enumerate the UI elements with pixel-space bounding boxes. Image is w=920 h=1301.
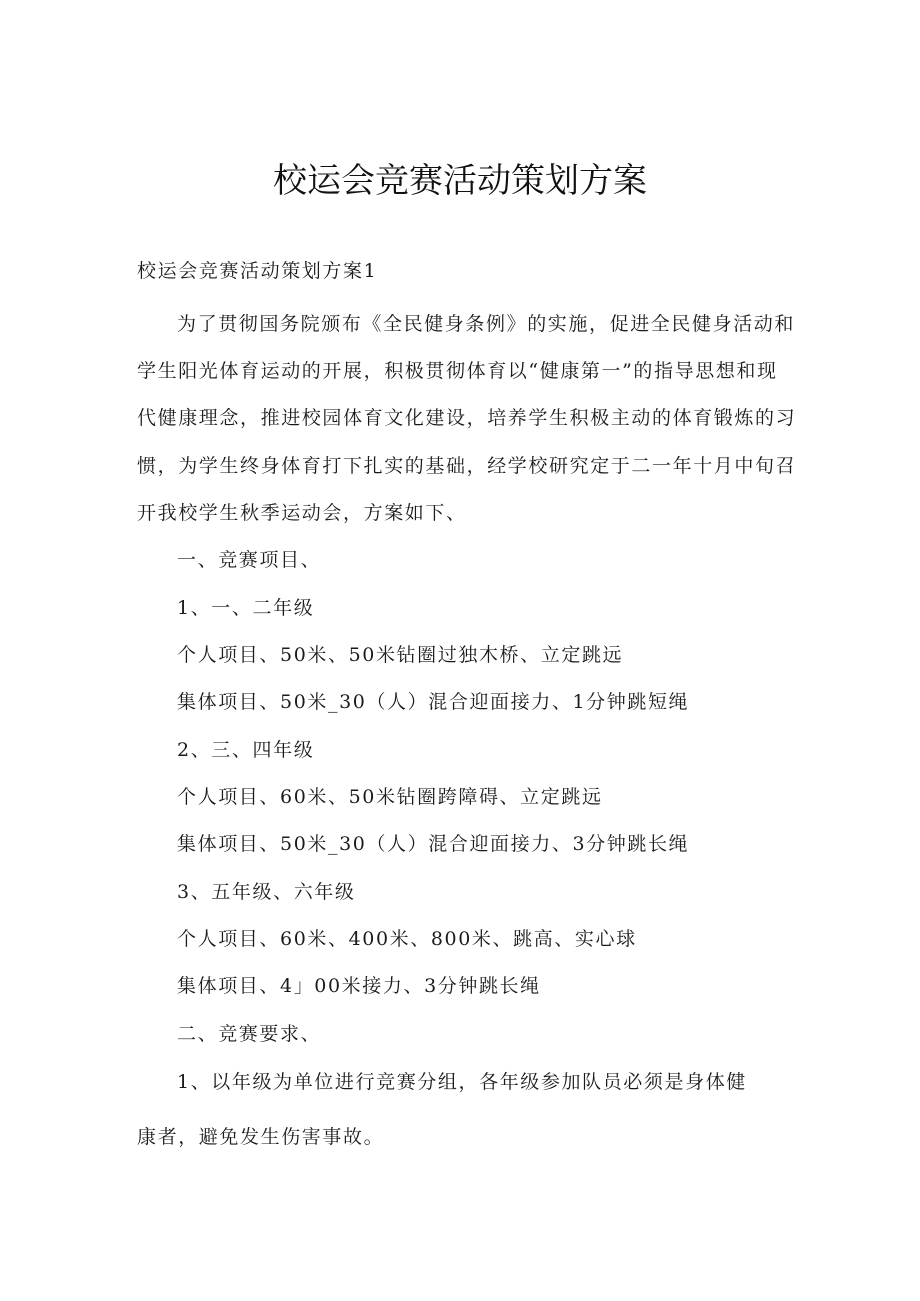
subsection-heading: 3、五年级、六年级 xyxy=(177,881,356,903)
list-item: 集体项目、4」00米接力、3分钟跳长绳 xyxy=(177,975,541,997)
subsection-heading: 2、三、四年级 xyxy=(177,739,315,761)
paragraph-line: 惯，为学生终身体育打下扎实的基础，经学校研究定于二一年十月中旬召 xyxy=(137,455,797,477)
paragraph-line: 学生阳光体育运动的开展，积极贯彻体育以“健康第一”的指导思想和现 xyxy=(137,360,778,382)
list-item: 集体项目、50米_30（人）混合迎面接力、1分钟跳短绳 xyxy=(177,691,690,713)
section-heading: 校运会竞赛活动策划方案1 xyxy=(137,260,378,282)
list-item: 个人项目、60米、50米钻圈跨障碍、立定跳远 xyxy=(177,786,603,808)
document-title: 校运会竞赛活动策划方案 xyxy=(273,161,647,201)
paragraph-line: 代健康理念，推进校园体育文化建设，培养学生积极主动的体育锻炼的习 xyxy=(137,407,797,429)
paragraph-line: 为了贯彻国务院颁布《全民健身条例》的实施，促进全民健身活动和 xyxy=(177,313,796,335)
subsection-heading: 1、一、二年级 xyxy=(177,597,315,619)
section-heading: 二、竞赛要求、 xyxy=(177,1023,322,1045)
section-heading: 一、竞赛项目、 xyxy=(177,549,322,571)
list-item: 个人项目、60米、400米、800米、跳高、实心球 xyxy=(177,928,637,950)
list-item: 集体项目、50米_30（人）混合迎面接力、3分钟跳长绳 xyxy=(177,833,690,855)
paragraph-line: 康者，避免发生伤害事故。 xyxy=(137,1126,385,1148)
paragraph-line: 1、以年级为单位进行竞赛分组，各年级参加队员必须是身体健 xyxy=(177,1071,747,1093)
list-item: 个人项目、50米、50米钻圈过独木桥、立定跳远 xyxy=(177,644,624,666)
paragraph-line: 开我校学生秋季运动会，方案如下、 xyxy=(137,502,467,524)
